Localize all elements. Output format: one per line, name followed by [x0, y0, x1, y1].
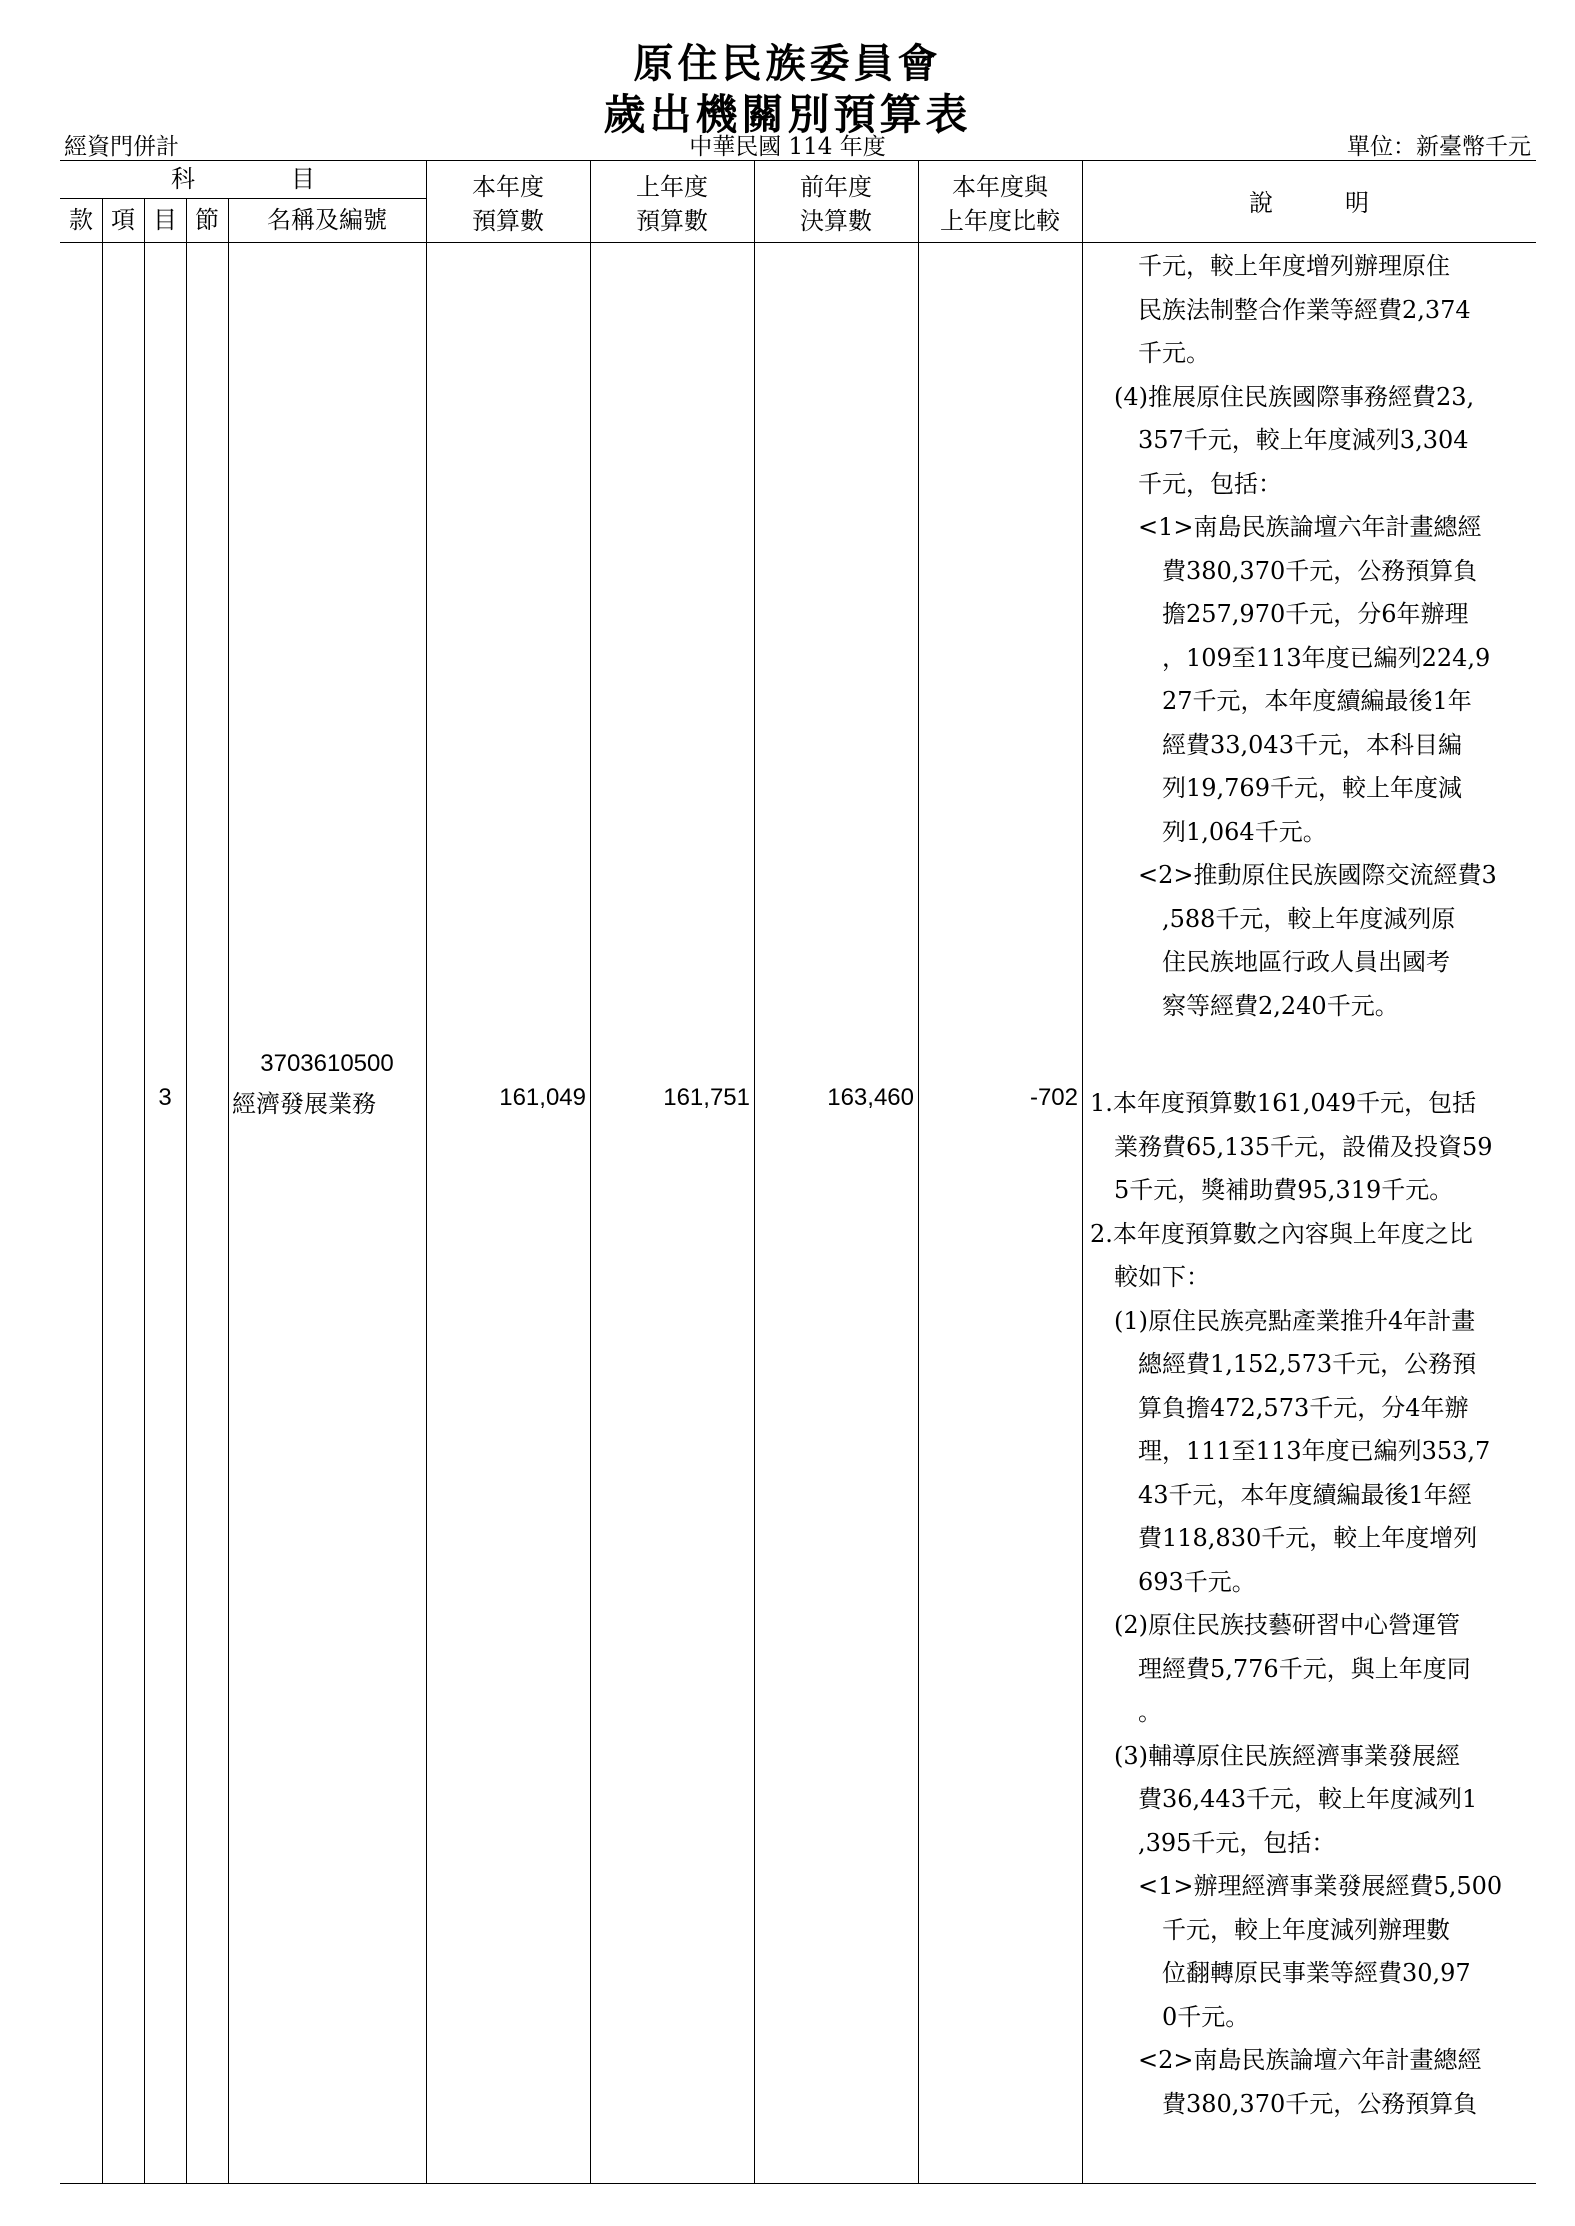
desc-line: 27千元，本年度續編最後1年 — [1090, 687, 1472, 715]
desc-line: <1>辦理經濟事業發展經費5,500 — [1090, 1872, 1503, 1900]
header-jie: 節 — [195, 206, 219, 234]
header-mu: 目 — [153, 206, 177, 234]
desc-line: 費36,443千元，較上年度減列1 — [1090, 1785, 1478, 1813]
fiscal-year: 中華民國 114 年度 — [689, 134, 886, 160]
desc-line: ,588千元，較上年度減列原 — [1090, 904, 1456, 933]
desc-line: (3)輔導原住民族經濟事業發展經 — [1090, 1741, 1460, 1770]
desc-line: 1.本年度預算數161,049千元，包括 — [1090, 1089, 1477, 1117]
desc-line: 0千元。 — [1090, 2002, 1250, 2031]
desc-line: 業務費65,135千元，設備及投資59 — [1090, 1132, 1493, 1161]
col-divider-current — [590, 160, 591, 2183]
desc-line: 民族法制整合作業等經費2,374 — [1090, 295, 1471, 324]
desc-line: 費380,370千元，公務預算負 — [1090, 2089, 1478, 2118]
subject-divider — [60, 198, 426, 199]
col-divider-name — [426, 160, 427, 2183]
row-name: 經濟發展業務 — [232, 1090, 376, 1118]
description-bottom — [1090, 1082, 1540, 2126]
header-xiang: 項 — [111, 206, 135, 234]
header-current-l1: 本年度 — [472, 173, 544, 201]
desc-line: 。 — [1090, 1698, 1162, 1726]
desc-line: 千元，包括： — [1090, 469, 1282, 498]
desc-line: 位翻轉原民事業等經費30,97 — [1090, 1959, 1471, 1987]
row-mu: 3 — [158, 1084, 172, 1111]
desc-line: ,395千元，包括： — [1090, 1828, 1336, 1857]
desc-line: 357千元，較上年度減列3,304 — [1090, 426, 1469, 454]
header-previous-l2: 預算數 — [636, 207, 708, 235]
desc-line: (2)原住民族技藝研習中心營運管 — [1090, 1611, 1460, 1639]
desc-line: 住民族地區行政人員出國考 — [1090, 948, 1450, 976]
header-compare-l1: 本年度與 — [952, 173, 1048, 201]
desc-line: (4)推展原住民族國際事務經費23, — [1090, 382, 1475, 411]
col-divider-previous — [754, 160, 755, 2183]
desc-line: (1)原住民族亮點產業推升4年計畫 — [1090, 1306, 1476, 1335]
desc-line: 千元，較上年度增列辦理原住 — [1090, 252, 1450, 280]
desc-line: 2.本年度預算數之內容與上年度之比 — [1090, 1219, 1473, 1248]
desc-line: 千元。 — [1090, 339, 1210, 367]
desc-line: 列19,769千元，較上年度減 — [1090, 774, 1462, 802]
header-bottom-border — [60, 242, 1536, 243]
header-kuan: 款 — [69, 206, 93, 234]
col-divider-jie — [228, 198, 229, 2183]
desc-line: 費380,370千元，公務預算負 — [1090, 556, 1478, 585]
category-label: 經資門併計 — [64, 134, 179, 160]
header-compare-l2: 上年度比較 — [940, 207, 1060, 235]
desc-line: 千元，較上年度減列辦理數 — [1090, 1915, 1450, 1944]
desc-line: 43千元，本年度續編最後1年經 — [1090, 1480, 1472, 1509]
col-divider-xiang — [144, 198, 145, 2183]
header-current-l2: 預算數 — [472, 207, 544, 235]
desc-line: 理，111至113年度已編列353,7 — [1090, 1437, 1491, 1465]
col-divider-mu — [186, 198, 187, 2183]
desc-line: 5千元，獎補助費95,319千元。 — [1090, 1176, 1454, 1204]
description-top — [1090, 245, 1540, 1028]
desc-line: 較如下： — [1090, 1263, 1210, 1291]
desc-line: 擔257,970千元，分6年辦理 — [1090, 600, 1469, 628]
desc-line: <1>南島民族論壇六年計畫總經 — [1090, 513, 1482, 541]
desc-line: 察等經費2,240千元。 — [1090, 991, 1399, 1020]
table-bottom-border — [60, 2183, 1536, 2184]
header-name-code: 名稱及編號 — [267, 206, 387, 234]
row-previous: 161,751 — [663, 1084, 750, 1111]
desc-line: 算負擔472,573千元，分4年辦 — [1090, 1393, 1469, 1422]
header-subject: 科 目 — [171, 165, 315, 193]
desc-line: 經費33,043千元，本科目編 — [1090, 730, 1462, 759]
header-previous-l1: 上年度 — [636, 173, 708, 201]
header-prior-l2: 決算數 — [800, 207, 872, 235]
col-divider-kuan — [102, 198, 103, 2183]
header-prior-l1: 前年度 — [800, 173, 872, 201]
unit-label: 單位：新臺幣千元 — [1347, 134, 1531, 160]
row-compare: -702 — [1029, 1084, 1078, 1111]
desc-line: 理經費5,776千元，與上年度同 — [1090, 1654, 1471, 1683]
desc-line: 693千元。 — [1090, 1567, 1256, 1596]
col-divider-prior — [918, 160, 919, 2183]
desc-line: <2>推動原住民族國際交流經費3 — [1090, 861, 1497, 889]
table-top-border — [60, 160, 1536, 161]
col-divider-compare — [1082, 160, 1083, 2183]
row-prior: 163,460 — [827, 1084, 914, 1111]
desc-line: ，109至113年度已編列224,9 — [1090, 643, 1491, 672]
row-code: 3703610500 — [260, 1050, 394, 1077]
desc-line: 費118,830千元，較上年度增列 — [1090, 1524, 1478, 1552]
header-description: 說 明 — [1249, 189, 1369, 217]
row-current: 161,049 — [499, 1084, 586, 1111]
desc-line: 總經費1,152,573千元，公務預 — [1090, 1350, 1477, 1378]
form-title: 歲出機關別預算表 — [603, 90, 972, 139]
desc-line: 列1,064千元。 — [1090, 817, 1327, 846]
desc-line: <2>南島民族論壇六年計畫總經 — [1090, 2046, 1482, 2074]
agency-title: 原住民族委員會 — [633, 40, 942, 87]
